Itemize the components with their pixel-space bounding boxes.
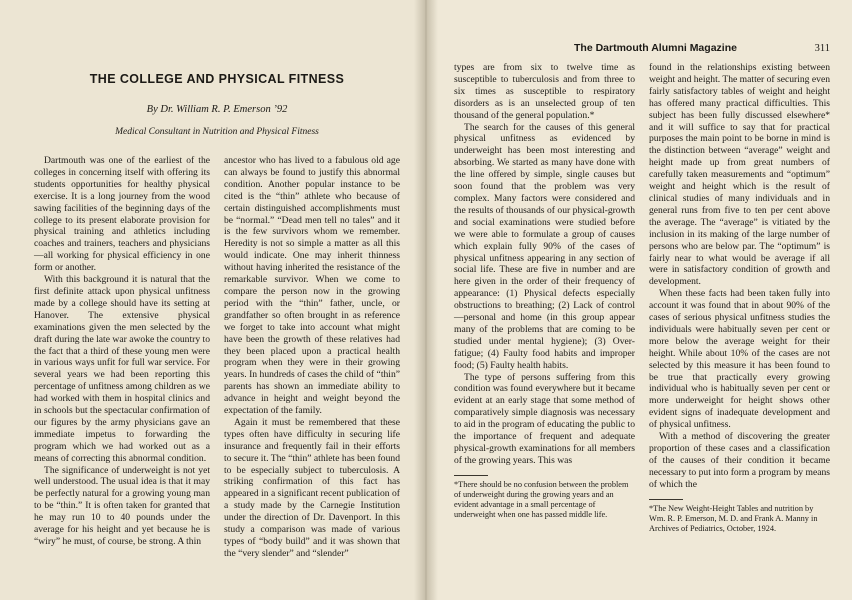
page-gutter bbox=[414, 0, 438, 600]
paragraph: When these facts had been taken fully into account it was found that in about 90% of the cases of serious physical unfitness studies the individuals were habitually seven per cent or more below the average weight for their height. While about 10% of the cases are not selected by this measure it has been found to be true that practically every growing individual who is habitually seven per cent or more underweight for height shows other evident signs of inadequate development and of physical unfitness. bbox=[649, 288, 830, 431]
page-number: 311 bbox=[814, 43, 830, 54]
right-column-2 bbox=[649, 62, 830, 534]
left-column-1 bbox=[34, 155, 210, 560]
paragraph: The search for the causes of this general physical unfitness as evidenced by underweight has been most interesting and absorbing. We started as many have done with the line offered by simple, single causes but soon found that the problem was very complex. Many factors were considered and the results of thousands of our physical-growth and social examinations were studied before we were able to formulate a group of causes which explain fully 90% of the cases of physical unfitness appearing in any section of social life. These are five in number and are here given in the order of their frequency of appearance: (1) Physical defects especially obstructions to breathing; (2) Lack of control—personal and home (in this group appear many of the problems that are coming to be studied under mental hygiene); (3) Over-fatigue; (4) Faulty food habits and improper food; (5) Faulty health habits. bbox=[454, 121, 635, 371]
paragraph: types are from six to twelve time as susceptible to tuberculosis and from three to six times as susceptible to respiratory disorders as is an unselected group of ten thousand of the general population.* bbox=[454, 62, 635, 121]
paragraph: With a method of discovering the greater proportion of these cases and a classification of the causes of their condition it became necessary to put into form a program by means of which the bbox=[649, 431, 830, 490]
footnote-rule bbox=[649, 499, 683, 500]
footnote: *There should be no confusion between the problem of underweight during the growing years and an evident advantage in a small percentage of underweight when one has passed middle life. bbox=[454, 479, 629, 519]
paragraph: ancestor who has lived to a fabulous old age can always be found to justify this abnormal condition. Another popular instance to be cited is the “thin” athlete who because of certain distinguished accomplishments must be “normal.” “Dead men tell no tales” and it is the few survivors whom we remember. Heredity is not so simple a matter as all this would indicate. One may inherit thinness without having inherited the resistance of the remarkable survivor. When we come to compare the person now in the growing period with the “thin” father, uncle, or grandfather so often brought in as reference we forget to take into account what might have been the growth of these relatives had they been placed upon a practical health program when they were in their growing years. In hundreds of cases the child of “thin” parents has shown an immediate ability to advance in height and weight beyond the expectation of the family. bbox=[224, 155, 400, 417]
right-column-1 bbox=[454, 62, 635, 534]
article-byline: By Dr. William R. P. Emerson ’92 bbox=[146, 104, 288, 115]
paragraph: With this background it is natural that the first definite attack upon physical unfitness made by a college should have its setting at Hanover. The extensive physical examinations given the men selected by the draft during the late war awoke the country to the fact that a third of these young men were in various ways unfit for full war service. For several years we had been reporting this percentage of unfitness among children as we had worked with them in hospital clinics and in schools but the spectacular confirmation of our figures by the army physicians gave an immediate impetus to forwarding the program which we had worked out as a means of correcting this abnormal condition. bbox=[34, 274, 210, 464]
running-header bbox=[574, 42, 830, 54]
paragraph: The type of persons suffering from this condition was found everywhere but it became evident at an early stage that some method of comparatively simple diagnosis was necessary to aid in the program of educating the public to the importance of frequent and adequate physical-growth examinations for all members of the growing years. This was bbox=[454, 371, 635, 466]
paragraph: The significance of underweight is not yet well understood. The usual idea is that it may be perfectly natural for a growing young man to be “thin.” It is often taken for granted that he may run 10 to 40 pounds under the average for his height and yet because he is “wiry” he must, of course, be strong. A thin bbox=[34, 464, 210, 547]
left-columns bbox=[34, 155, 400, 560]
right-page bbox=[426, 0, 852, 600]
left-column-2 bbox=[224, 155, 400, 560]
footnote: *The New Weight-Height Tables and nutrition by Wm. R. P. Emerson, M. D. and Frank A. Manny in Archives of Pediatrics, October, 1924. bbox=[649, 503, 818, 533]
running-header-title: The Dartmouth Alumni Magazine bbox=[574, 42, 737, 54]
right-columns bbox=[454, 62, 830, 534]
footnote-rule bbox=[454, 475, 488, 476]
paragraph: Again it must be remembered that these types often have difficulty in securing life insurance and frequently fail in their efforts to secure it. The “thin” athlete has been found to be especially subject to tuberculosis. A striking confirmation of this fact has appeared in a significant recent publication of a study made by the Carnegie Institution under the direction of Dr. Davenport. In this study a comparison was made of various types of “body build” and it was shown that the “very slender” and “slender” bbox=[224, 416, 400, 559]
paragraph: Dartmouth was one of the earliest of the colleges in concerning itself with offering its students opportunities for healthy physical exercise. It is a long journey from the wood sawing facilities of the beginning days of the college to its present elaborate provision for physical training and athletics including coaches and trainers, teachers and physicians—all working for physical efficiency in one form or another. bbox=[34, 155, 210, 274]
author-role: Medical Consultant in Nutrition and Physical Fitness bbox=[115, 127, 319, 137]
paragraph: found in the relationships existing between weight and height. The matter of securing even fairly satisfactory tables of weight and height has offered many practical difficulties. This subject has been fully discussed elsewhere* and it will suffice to say that for practical purposes the main point to be borne in mind is the distinction between “average” weight and height made up from great numbers of carefully taken measurements and “optimum” weight and height which is the result of clinical studies of many individuals and in general runs from five to ten per cent above the average. The “average” is vitiated by the inclusion in its making of the large number of persons who are below par. The “optimum” is fairly near to what would be average if all were in satisfactory condition of growth and development. bbox=[649, 62, 830, 288]
article-title: THE COLLEGE AND PHYSICAL FITNESS bbox=[89, 72, 345, 86]
